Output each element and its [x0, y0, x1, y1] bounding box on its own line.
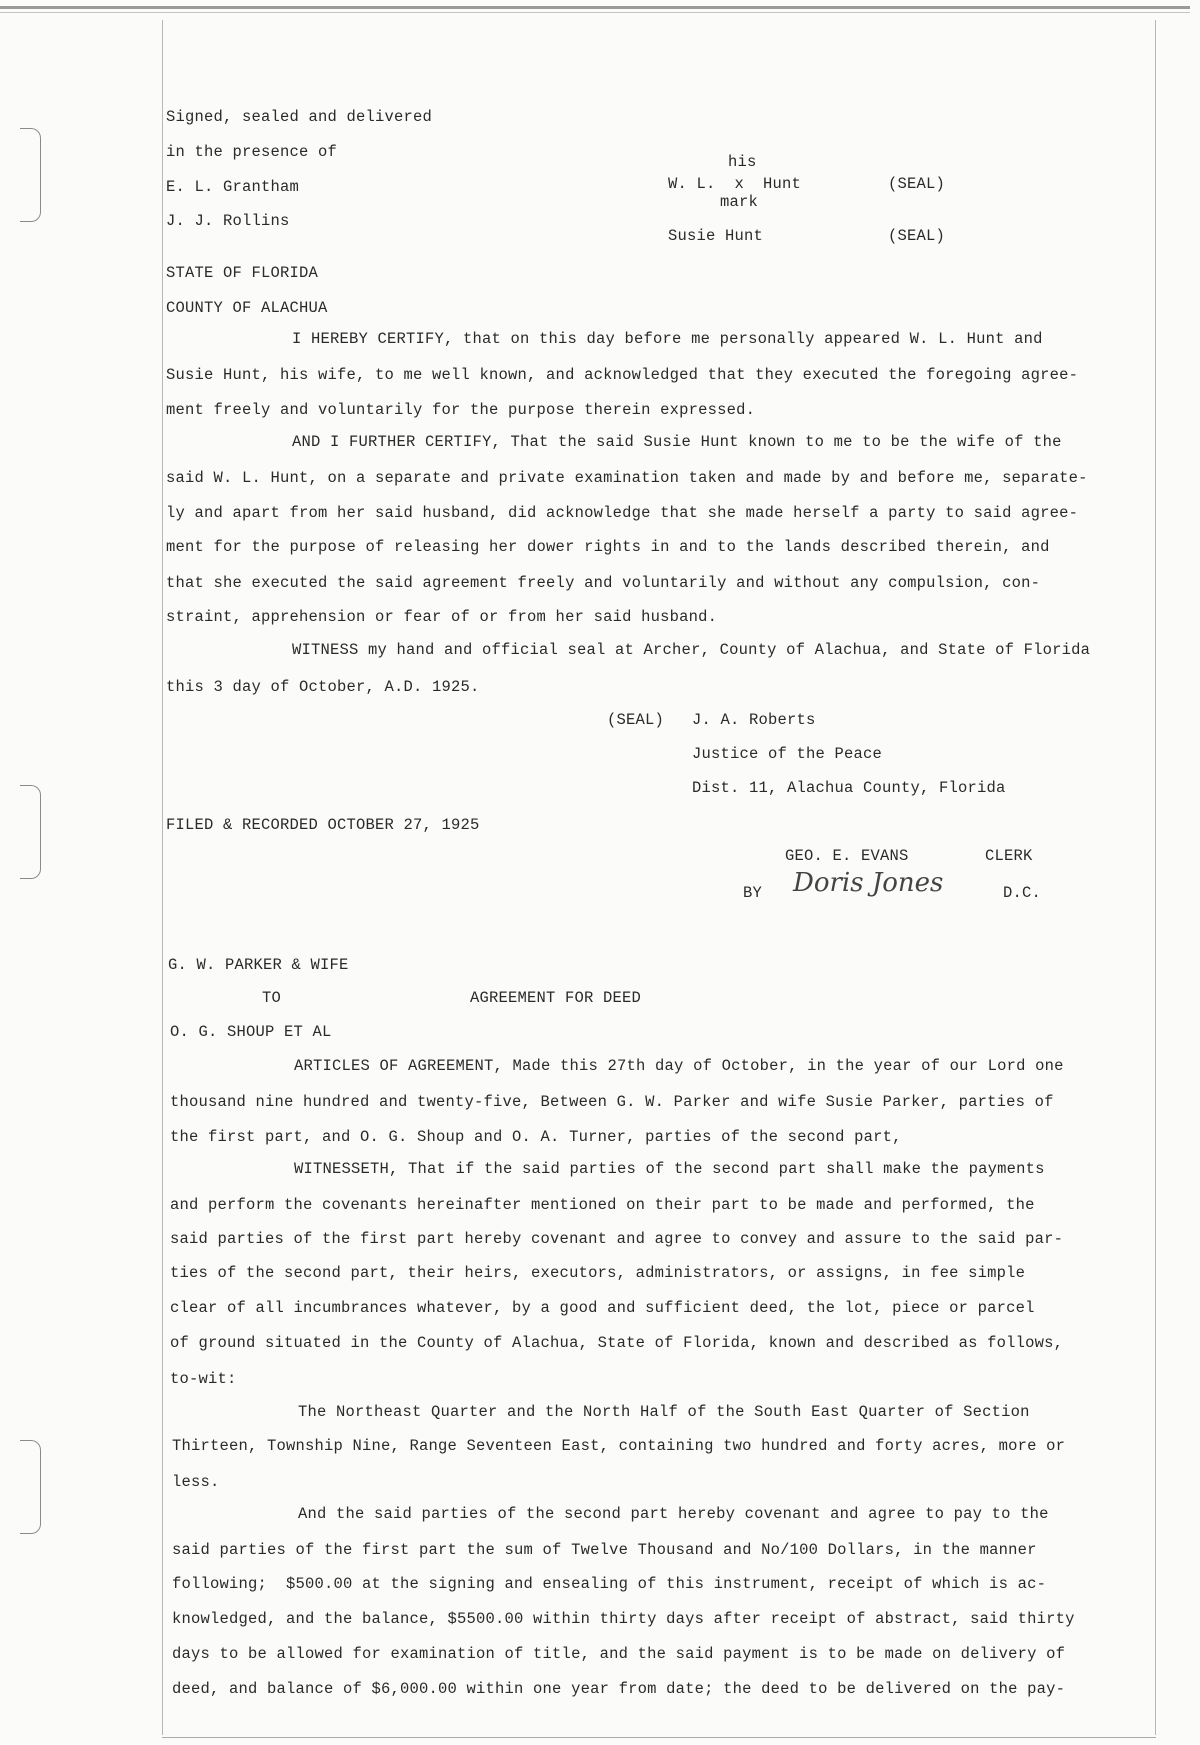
agreement-line: ties of the second part, their heirs, executors, administrators, or assigns, in fee simple: [170, 1264, 1026, 1282]
certificate-line: I HEREBY CERTIFY, that on this day before me personally appeared W. L. Hunt and: [292, 330, 1043, 348]
top-rule: [0, 6, 1190, 9]
agreement-line: knowledged, and the balance, $5500.00 within thirty days after receipt of abstract, said thirty: [172, 1610, 1075, 1628]
agreement-line: said parties of the first part hereby covenant and agree to convey and assure to the said par-: [170, 1230, 1064, 1248]
right-margin-line: [1155, 20, 1156, 1735]
certificate-line: ment for the purpose of releasing her dower rights in and to the lands described therein, and: [166, 538, 1050, 556]
signed-line-1: Signed, sealed and delivered: [166, 108, 433, 126]
agreement-line: to-wit:: [170, 1370, 237, 1388]
agreement-line: deed, and balance of $6,000.00 within one year from date; the deed to be delivered on the pay-: [172, 1680, 1066, 1698]
certificate-line: said W. L. Hunt, on a separate and private examination taken and made by and before me, separate-: [166, 469, 1088, 487]
certificate-line: that she executed the said agreement freely and voluntarily and without any compulsion, con-: [166, 574, 1041, 592]
agreement-line: clear of all incumbrances whatever, by a good and sufficient deed, the lot, piece or parcel: [170, 1299, 1035, 1317]
officer-seal: (SEAL): [607, 711, 665, 729]
certificate-line: Susie Hunt, his wife, to me well known, and acknowledged that they executed the foregoing agree-: [166, 366, 1079, 384]
agreement-line: thousand nine hundred and twenty-five, Between G. W. Parker and wife Susie Parker, parties of: [170, 1093, 1054, 1111]
signer-2: Susie Hunt: [668, 227, 764, 245]
signed-line-2: in the presence of: [166, 143, 338, 161]
binder-hole-middle: [20, 785, 41, 879]
agreement-line: WITNESSETH, That if the said parties of the second part shall make the payments: [294, 1160, 1045, 1178]
agreement-line: less.: [172, 1473, 220, 1491]
left-margin-line: [162, 20, 163, 1735]
agreement-line: days to be allowed for examination of title, and the said payment is to be made on delivery of: [172, 1645, 1066, 1663]
binder-hole-top: [20, 128, 41, 222]
agreement-line: following; $500.00 at the signing and ensealing of this instrument, receipt of which is ac-: [172, 1575, 1047, 1593]
agreement-line: and perform the covenants hereinafter mentioned on their part to be made and performed, the: [170, 1196, 1035, 1214]
officer-district: Dist. 11, Alachua County, Florida: [692, 779, 1006, 797]
by-label: BY: [743, 884, 763, 902]
witness-1: E. L. Grantham: [166, 178, 300, 196]
signer-1: W. L. x Hunt: [668, 175, 802, 193]
officer-title: Justice of the Peace: [692, 745, 883, 763]
agreement-line: And the said parties of the second part hereby covenant and agree to pay to the: [298, 1505, 1049, 1523]
agreement-line: the first part, and O. G. Shoup and O. A. Turner, parties of the second part,: [170, 1128, 902, 1146]
clerk-name: GEO. E. EVANS: [785, 847, 909, 865]
mark-label: mark: [720, 193, 759, 211]
certificate-line: AND I FURTHER CERTIFY, That the said Susie Hunt known to me to be the wife of the: [292, 433, 1062, 451]
witness-2: J. J. Rollins: [166, 212, 290, 230]
agreement-line: said parties of the first part the sum of Twelve Thousand and No/100 Dollars, in the manner: [172, 1541, 1037, 1559]
county-heading: COUNTY OF ALACHUA: [166, 299, 328, 317]
certificate-line: this 3 day of October, A.D. 1925.: [166, 678, 480, 696]
deputy-title: D.C.: [1003, 884, 1042, 902]
officer-name: J. A. Roberts: [692, 711, 816, 729]
clerk-title: CLERK: [985, 847, 1033, 865]
binder-hole-bottom: [20, 1440, 41, 1534]
agreement-title: AGREEMENT FOR DEED: [470, 989, 642, 1007]
seal-1: (SEAL): [888, 175, 946, 193]
agreement-line: ARTICLES OF AGREEMENT, Made this 27th day of October, in the year of our Lord one: [294, 1057, 1064, 1075]
certificate-line: ly and apart from her said husband, did acknowledge that she made herself a party to said agree-: [166, 504, 1079, 522]
certificate-line: ment freely and voluntarily for the purpose therein expressed.: [166, 401, 756, 419]
top-rule-secondary: [0, 12, 1190, 13]
his-label: his: [728, 153, 757, 171]
agreement-line: The Northeast Quarter and the North Half of the South East Quarter of Section: [298, 1403, 1030, 1421]
state-heading: STATE OF FLORIDA: [166, 264, 319, 282]
party-1: G. W. PARKER & WIFE: [168, 956, 349, 974]
seal-2: (SEAL): [888, 227, 946, 245]
agreement-line: Thirteen, Township Nine, Range Seventeen East, containing two hundred and forty acres, more or: [172, 1437, 1066, 1455]
party-2: O. G. SHOUP ET AL: [170, 1023, 332, 1041]
to-label: TO: [262, 989, 282, 1007]
filed-recorded: FILED & RECORDED OCTOBER 27, 1925: [166, 816, 480, 834]
certificate-line: WITNESS my hand and official seal at Archer, County of Alachua, and State of Florida: [292, 641, 1091, 659]
agreement-line: of ground situated in the County of Alachua, State of Florida, known and described as follows,: [170, 1334, 1064, 1352]
certificate-line: straint, apprehension or fear of or from her said husband.: [166, 608, 718, 626]
bottom-rule: [162, 1737, 1156, 1738]
deputy-signature: Doris Jones: [793, 868, 944, 898]
